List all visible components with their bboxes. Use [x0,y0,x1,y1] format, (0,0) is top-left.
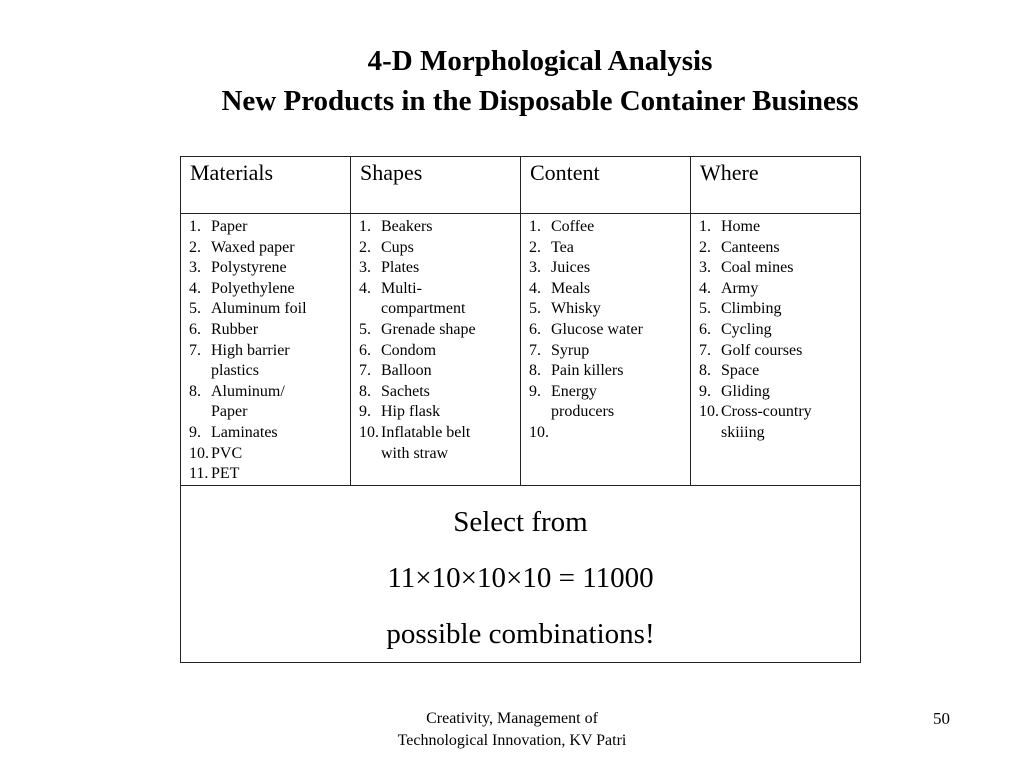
list-item [351,279,520,300]
item-number: 11. [189,465,209,483]
list-item [691,361,860,382]
item-text: Glucose water [551,320,643,338]
item-number [521,402,551,423]
item-number: 8. [359,382,371,400]
list-item [521,299,690,320]
item-number: 6. [189,320,201,338]
list-item [691,423,860,444]
options-cell [351,214,521,486]
item-number [351,444,381,465]
item-number: 6. [529,320,541,338]
item-text: Grenade shape [381,320,476,338]
item-text: Meals [551,279,591,297]
item-number: 8. [189,382,201,400]
list-item [351,341,520,362]
item-number: 4. [529,279,541,297]
item-text: High barrier [211,341,290,359]
item-text: Cups [381,238,414,256]
list-item [181,402,350,423]
slide-subtitle: New Products in the Disposable Container Business [221,85,859,117]
where-list [691,214,860,444]
list-item [691,217,860,238]
summary-cell [181,485,861,662]
item-number: 9. [359,403,371,421]
footer-source-line-2: Technological Innovation, KV Patri [397,732,627,749]
list-item [691,238,860,259]
item-number: 2. [359,238,371,256]
options-cell [181,214,351,486]
list-item [181,423,350,444]
item-number [351,299,381,320]
list-item [351,320,520,341]
item-text: with straw [381,444,449,462]
item-text: compartment [381,300,466,318]
item-text: producers [551,403,615,421]
item-number: 10. [529,423,549,441]
list-item [181,382,350,403]
list-item [691,341,860,362]
item-number: 3. [529,259,541,277]
list-item [691,320,860,341]
list-item [521,238,690,259]
item-text [551,423,690,444]
item-number: 3. [189,259,201,277]
item-number: 7. [189,341,201,359]
table-summary-row [181,485,861,662]
table-options-row [181,214,861,486]
header-content: Content [530,160,600,185]
item-number: 8. [699,362,711,380]
item-text: Gliding [721,382,770,400]
item-text: Paper [211,403,248,421]
list-item [521,423,690,444]
materials-list [181,214,350,485]
item-text: Polystyrene [211,259,287,277]
list-item [691,402,860,423]
item-text: Plates [381,259,420,277]
list-item [181,238,350,259]
item-text: Canteens [721,238,780,256]
header-materials: Materials [190,160,274,185]
list-item [691,258,860,279]
item-text: Inflatable belt [381,423,471,441]
list-item [521,341,690,362]
list-item [521,402,690,423]
item-text: Hip flask [381,403,441,421]
header-where: Where [700,160,759,185]
item-text: Army [721,279,759,297]
item-text: Climbing [721,300,782,318]
item-number [181,402,211,423]
item-number: 8. [529,362,541,380]
list-item [181,258,350,279]
item-text: Paper [211,218,248,235]
list-item [521,258,690,279]
list-item [351,382,520,403]
header-cell [351,157,521,214]
list-item [181,320,350,341]
item-number: 10. [359,423,379,441]
item-text: Space [721,362,760,380]
item-number: 3. [699,259,711,277]
item-text: Cycling [721,320,772,338]
item-number: 1. [359,218,371,235]
header-cell [181,157,351,214]
item-text: Coal mines [721,259,794,277]
list-item [351,361,520,382]
footer-source-line-1: Creativity, Management of [426,710,598,727]
item-text: Pain killers [551,362,624,380]
page-number: 50 [933,709,950,728]
item-number: 4. [699,279,711,297]
item-text: Multi- [381,279,422,297]
list-item [181,341,350,362]
item-number: 1. [699,218,711,235]
content-list [521,214,690,444]
item-number: 9. [529,382,541,400]
item-number [181,361,211,382]
item-number: 2. [189,238,201,256]
list-item [181,299,350,320]
item-text: skiiing [721,423,765,441]
item-number: 2. [699,238,711,256]
summary-line-2: 11×10×10×10 = 11000 [387,561,654,594]
item-number: 7. [359,362,371,380]
footer-source [352,708,672,752]
item-text: Golf courses [721,341,803,359]
summary-line-1: Select from [453,505,588,538]
item-number: 7. [529,341,541,359]
item-number: 5. [359,320,371,338]
item-text: Syrup [551,341,590,359]
item-text: PVC [211,444,243,462]
item-text: Laminates [211,423,278,441]
item-text: Whisky [551,300,601,318]
list-item [351,423,520,444]
list-item [691,279,860,300]
item-text: Polyethylene [211,279,295,297]
item-text: Aluminum foil [211,300,307,318]
header-shapes: Shapes [360,160,423,185]
slide-title: 4-D Morphological Analysis [367,45,713,77]
item-text: Tea [551,238,574,256]
item-number: 10. [699,403,719,421]
list-item [181,361,350,382]
summary-line-3: possible combinations! [386,617,655,650]
item-number: 9. [699,382,711,400]
options-cell [521,214,691,486]
item-text: Sachets [381,382,430,400]
list-item [181,217,350,238]
item-text: Aluminum/ [211,382,285,400]
item-text: Balloon [381,362,432,380]
item-number: 10. [189,444,209,462]
list-item [521,217,690,238]
item-number: 3. [359,259,371,277]
list-item [691,299,860,320]
item-text: Coffee [551,218,595,235]
item-number: 4. [359,279,371,297]
item-text: Energy [551,382,597,400]
item-number: 9. [189,423,201,441]
shapes-list [351,214,520,464]
item-number: 7. [699,341,711,359]
item-number: 6. [699,320,711,338]
list-item [521,320,690,341]
item-text: plastics [211,362,259,380]
item-text: Home [721,218,761,235]
table-header-row [181,157,861,214]
list-item [691,382,860,403]
item-number: 5. [529,300,541,318]
header-cell [691,157,861,214]
item-text: PET [211,465,240,483]
list-item [351,217,520,238]
options-cell [691,214,861,486]
item-text: Rubber [211,320,259,338]
item-text: Cross-country [721,403,812,421]
item-number [691,423,721,444]
list-item [351,299,520,320]
list-item [351,444,520,465]
list-item [521,382,690,403]
item-number: 5. [699,300,711,318]
list-item [351,238,520,259]
item-number: 4. [189,279,201,297]
item-text: Beakers [381,218,433,235]
item-number: 2. [529,238,541,256]
list-item [181,279,350,300]
list-item [521,361,690,382]
list-item [181,444,350,465]
header-cell [521,157,691,214]
list-item [351,402,520,423]
list-item [351,258,520,279]
item-text: Juices [551,259,591,277]
list-item [521,279,690,300]
item-number: 1. [189,218,201,235]
item-text: Condom [381,341,437,359]
item-text: Waxed paper [211,238,295,256]
morphological-table [180,156,861,663]
list-item [181,464,350,485]
item-number: 1. [529,218,541,235]
item-number: 5. [189,300,201,318]
item-number: 6. [359,341,371,359]
